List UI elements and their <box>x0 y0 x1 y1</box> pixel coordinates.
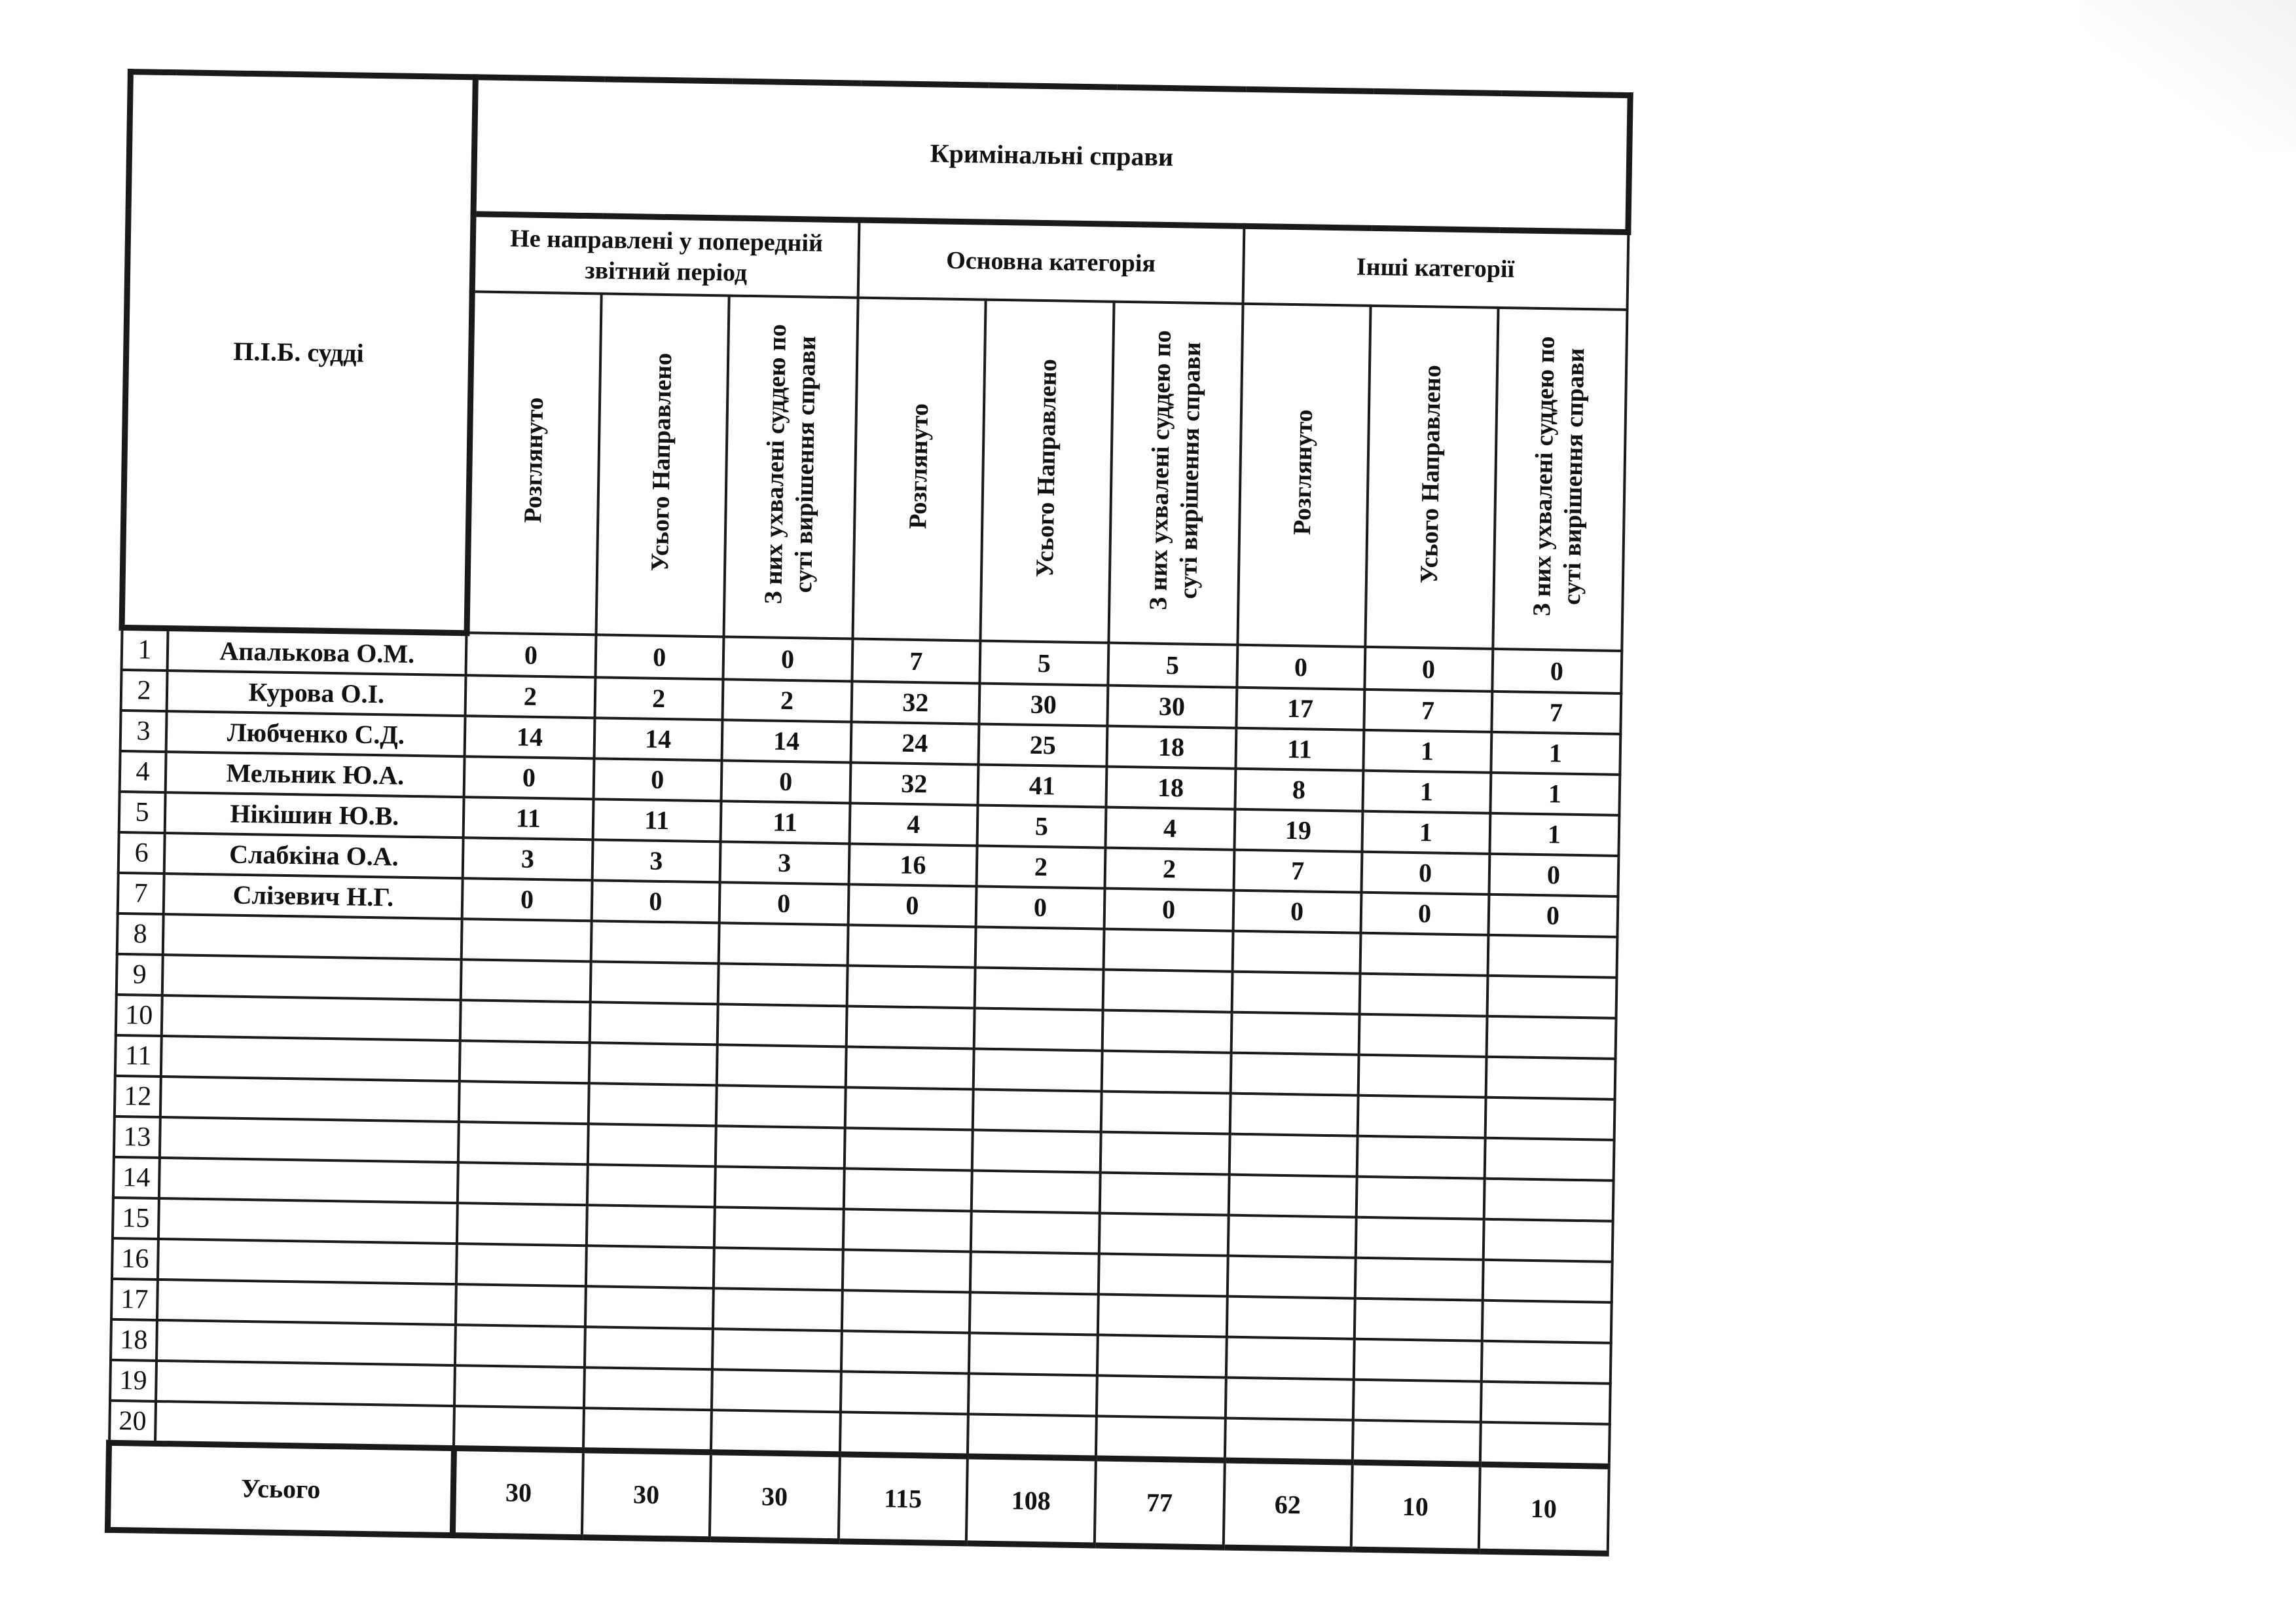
value-cell <box>970 1251 1099 1294</box>
value-cell: 30 <box>979 683 1108 726</box>
value-cell: 0 <box>1360 892 1489 934</box>
judge-name <box>163 914 462 959</box>
value-cell: 0 <box>1361 851 1489 894</box>
value-cell: 8 <box>1235 768 1363 811</box>
value-cell: 1 <box>1362 811 1490 853</box>
value-cell <box>974 1048 1102 1091</box>
value-cell <box>970 1292 1099 1335</box>
value-cell: 18 <box>1106 766 1235 809</box>
judge-name <box>161 1036 460 1081</box>
value-cell <box>1356 1176 1484 1219</box>
value-cell <box>843 1168 972 1211</box>
value-cell: 4 <box>1105 807 1235 849</box>
value-cell <box>587 1205 715 1247</box>
value-cell: 3 <box>463 838 593 880</box>
row-number: 20 <box>109 1400 156 1443</box>
value-cell <box>1487 934 1617 977</box>
value-cell: 1 <box>1363 729 1491 772</box>
value-cell <box>968 1414 1097 1458</box>
judge-name: Слізевич Н.Г. <box>164 874 463 919</box>
value-cell <box>845 1046 974 1089</box>
value-cell <box>458 1162 588 1205</box>
value-cell: 0 <box>1233 890 1361 932</box>
value-cell <box>1229 1134 1357 1176</box>
value-cell <box>456 1244 587 1286</box>
subheader-label: Розглянуто <box>1288 409 1319 536</box>
judge-name: Слабкіна О.А. <box>164 833 464 878</box>
value-cell <box>1353 1338 1482 1381</box>
value-cell <box>714 1247 843 1290</box>
value-cell <box>1481 1340 1611 1383</box>
criminal-cases-header: Кримінальні справи <box>473 77 1630 232</box>
value-cell <box>846 1006 974 1048</box>
value-cell: 30 <box>1107 685 1237 728</box>
row-number: 11 <box>115 1035 162 1076</box>
value-cell <box>589 1002 718 1044</box>
row-number: 17 <box>111 1278 158 1320</box>
row-number: 8 <box>117 913 164 954</box>
value-cell: 0 <box>591 880 720 923</box>
judge-name <box>159 1157 458 1202</box>
value-cell <box>718 923 848 965</box>
value-cell <box>1482 1300 1611 1342</box>
value-cell <box>1359 973 1487 1016</box>
judge-name <box>156 1401 455 1448</box>
value-cell <box>1097 1335 1227 1377</box>
value-cell <box>583 1408 712 1452</box>
value-cell <box>1226 1337 1354 1379</box>
value-cell <box>1484 1137 1614 1180</box>
value-cell <box>1102 969 1232 1012</box>
value-cell <box>1099 1213 1228 1255</box>
value-cell <box>841 1371 969 1414</box>
subheader-total-sent <box>1365 306 1498 649</box>
value-cell <box>457 1203 587 1246</box>
value-cell <box>1225 1377 1353 1420</box>
value-cell: 0 <box>1489 853 1618 896</box>
value-cell: 7 <box>1233 849 1362 892</box>
row-number: 13 <box>113 1116 160 1157</box>
value-cell: 18 <box>1106 726 1236 768</box>
value-cell <box>1355 1217 1484 1259</box>
value-cell <box>1230 1052 1358 1095</box>
value-cell <box>972 1170 1101 1213</box>
value-cell <box>1231 1012 1359 1054</box>
value-cell <box>454 1365 585 1408</box>
value-cell <box>842 1249 970 1292</box>
subheader-reviewed <box>467 291 602 635</box>
subheader-label: Розглянуто <box>519 397 549 523</box>
value-cell <box>974 1008 1103 1050</box>
value-cell: 14 <box>594 718 722 760</box>
judge-name <box>162 955 462 1000</box>
value-cell: 17 <box>1236 687 1364 729</box>
judge-name: Нікішин Ю.В. <box>165 792 464 838</box>
subheader-label: З них ухвалені суддею по суті вирішення справи <box>1144 329 1206 610</box>
value-cell <box>590 961 718 1004</box>
value-cell <box>1487 975 1616 1018</box>
value-cell: 41 <box>978 764 1107 807</box>
value-cell: 11 <box>1235 728 1364 770</box>
value-cell: 0 <box>462 878 592 921</box>
value-cell <box>1355 1257 1483 1300</box>
row-number: 19 <box>110 1359 157 1401</box>
value-cell: 0 <box>1492 649 1622 693</box>
total-value: 115 <box>838 1454 968 1543</box>
value-cell: 0 <box>723 637 852 681</box>
value-cell: 0 <box>848 884 976 927</box>
value-cell: 0 <box>721 760 850 803</box>
value-cell <box>1101 1091 1230 1134</box>
value-cell <box>1230 1093 1358 1135</box>
value-cell <box>844 1128 972 1170</box>
value-cell <box>1483 1219 1613 1261</box>
row-number: 14 <box>113 1156 160 1198</box>
value-cell: 0 <box>464 756 594 799</box>
value-cell: 2 <box>1104 847 1234 890</box>
scan-page-edge <box>2080 0 2296 151</box>
total-value: 108 <box>966 1456 1096 1545</box>
total-value: 30 <box>582 1450 711 1539</box>
value-cell: 0 <box>593 758 721 801</box>
value-cell <box>716 1085 845 1128</box>
value-cell: 0 <box>1104 888 1233 931</box>
value-cell <box>1103 929 1233 971</box>
value-cell <box>1485 1097 1614 1139</box>
total-value: 77 <box>1094 1458 1224 1547</box>
value-cell <box>1099 1172 1229 1215</box>
judge-name-header: П.І.Б. судді <box>122 72 475 633</box>
value-cell: 11 <box>720 801 850 843</box>
value-cell <box>718 963 847 1006</box>
row-number: 6 <box>118 832 165 873</box>
value-cell <box>1357 1095 1485 1137</box>
judge-name: Любченко С.Д. <box>166 711 465 756</box>
value-cell <box>1101 1050 1231 1093</box>
judge-name <box>160 1076 460 1121</box>
value-cell: 7 <box>1491 691 1621 733</box>
value-cell <box>975 927 1104 969</box>
value-cell <box>973 1089 1102 1132</box>
value-cell: 0 <box>719 882 848 925</box>
value-cell <box>972 1130 1101 1172</box>
value-cell: 4 <box>849 803 977 845</box>
value-cell: 2 <box>977 845 1106 888</box>
subheader-reviewed <box>852 298 986 641</box>
value-cell <box>1224 1418 1353 1462</box>
value-cell <box>454 1406 584 1450</box>
value-cell <box>1100 1132 1230 1174</box>
value-cell <box>588 1083 716 1126</box>
value-cell: 11 <box>592 799 721 841</box>
value-cell <box>462 919 592 961</box>
subheader-label: Усього Направлено <box>1415 364 1447 584</box>
judge-name: Апалькова О.М. <box>168 628 467 675</box>
value-cell <box>1480 1381 1610 1424</box>
value-cell <box>1227 1255 1355 1298</box>
value-cell <box>587 1164 716 1207</box>
judge-name <box>158 1198 458 1243</box>
value-cell: 25 <box>979 724 1108 766</box>
value-cell <box>456 1284 586 1327</box>
row-number: 12 <box>114 1075 161 1116</box>
value-cell: 5 <box>1108 643 1237 688</box>
judge-name <box>157 1279 456 1324</box>
value-cell <box>843 1209 971 1251</box>
value-cell: 5 <box>977 805 1106 847</box>
subheader-label: Розглянуто <box>903 403 934 529</box>
value-cell: 2 <box>722 679 852 722</box>
value-cell <box>1485 1056 1615 1099</box>
value-cell <box>585 1286 714 1329</box>
value-cell <box>585 1327 713 1369</box>
value-cell: 7 <box>852 638 981 683</box>
value-cell <box>1102 1010 1231 1052</box>
value-cell <box>1226 1296 1355 1338</box>
value-cell <box>971 1211 1100 1253</box>
value-cell <box>711 1410 841 1454</box>
subheader-label: З них ухвалені суддею по суті вирішення справи <box>759 323 821 604</box>
subheader-decided-on-merits <box>1108 302 1243 645</box>
row-number: 15 <box>112 1197 159 1238</box>
value-cell <box>461 959 591 1002</box>
subheader-decided-on-merits <box>723 295 858 638</box>
subheader-total-sent <box>596 293 729 637</box>
value-cell <box>584 1367 712 1410</box>
value-cell <box>460 1041 590 1083</box>
value-cell <box>455 1325 585 1367</box>
value-cell <box>716 1126 845 1168</box>
value-cell <box>1357 1135 1485 1178</box>
judge-name <box>158 1238 457 1283</box>
value-cell <box>712 1369 841 1412</box>
value-cell: 24 <box>850 722 979 764</box>
value-cell <box>840 1412 969 1456</box>
value-cell <box>1484 1178 1613 1221</box>
value-cell <box>847 925 975 967</box>
total-value: 62 <box>1223 1460 1352 1549</box>
value-cell: 1 <box>1491 731 1620 774</box>
value-cell <box>841 1331 969 1373</box>
row-number: 1 <box>121 627 168 671</box>
row-number: 16 <box>111 1238 158 1279</box>
value-cell <box>975 967 1104 1010</box>
value-cell: 14 <box>465 716 595 758</box>
value-cell <box>1354 1298 1482 1340</box>
value-cell: 7 <box>1364 689 1492 731</box>
value-cell <box>1097 1375 1226 1418</box>
value-cell: 5 <box>980 641 1109 686</box>
value-cell <box>586 1246 714 1288</box>
value-cell: 11 <box>464 797 594 840</box>
value-cell <box>1480 1422 1609 1466</box>
row-number: 18 <box>111 1319 158 1360</box>
value-cell <box>460 1000 591 1043</box>
value-cell: 1 <box>1362 770 1491 813</box>
value-cell: 0 <box>466 633 596 677</box>
value-cell <box>459 1081 589 1124</box>
value-cell <box>717 1004 847 1046</box>
value-cell <box>1358 1014 1487 1056</box>
subheader-label: Усього Направлено <box>1031 358 1063 578</box>
total-value: 30 <box>710 1452 840 1541</box>
value-cell <box>715 1166 845 1209</box>
value-cell <box>1231 971 1360 1014</box>
value-cell <box>1228 1215 1356 1257</box>
row-number: 5 <box>118 791 166 832</box>
value-cell: 32 <box>851 681 979 724</box>
criminal-cases-table <box>105 69 1633 1556</box>
value-cell <box>1232 931 1360 973</box>
value-cell: 16 <box>848 843 977 886</box>
value-cell: 3 <box>720 841 849 884</box>
total-value: 10 <box>1351 1462 1480 1551</box>
value-cell: 0 <box>595 635 723 679</box>
total-value: 10 <box>1478 1464 1609 1553</box>
value-cell <box>845 1087 973 1130</box>
value-cell <box>712 1329 842 1371</box>
value-cell <box>1352 1420 1480 1464</box>
value-cell <box>1228 1174 1357 1217</box>
value-cell <box>587 1124 716 1166</box>
value-cell <box>716 1044 846 1087</box>
value-cell <box>1358 1054 1486 1097</box>
value-cell: 32 <box>850 762 978 805</box>
value-cell <box>589 1043 717 1085</box>
value-cell: 0 <box>1237 645 1365 690</box>
value-cell <box>969 1333 1098 1375</box>
row-number: 9 <box>116 953 163 995</box>
value-cell: 0 <box>1364 647 1493 692</box>
judge-name <box>156 1320 456 1365</box>
group-header-main-category: Основна категорія <box>858 220 1244 304</box>
value-cell: 14 <box>721 720 851 762</box>
judge-name <box>162 995 461 1041</box>
row-number: 2 <box>120 669 168 710</box>
judge-name: Курова О.І. <box>167 671 466 716</box>
group-header-other-categories: Інші категорії <box>1243 226 1628 310</box>
value-cell: 19 <box>1234 809 1362 851</box>
subheader-total-sent <box>981 300 1114 643</box>
judge-name: Мельник Ю.А. <box>166 752 465 797</box>
value-cell <box>1486 1016 1616 1058</box>
value-cell: 1 <box>1489 813 1619 855</box>
row-number: 7 <box>117 872 164 913</box>
subheader-label: З них ухвалені суддею по суті вирішення справи <box>1528 335 1590 616</box>
value-cell: 0 <box>976 886 1105 929</box>
value-cell <box>841 1290 970 1333</box>
value-cell <box>1096 1416 1226 1460</box>
value-cell <box>713 1288 843 1331</box>
row-number: 10 <box>115 994 162 1035</box>
judge-name <box>156 1360 456 1405</box>
value-cell: 1 <box>1490 772 1620 815</box>
group-header-not-sent: Не направлені у попередній звітний період <box>472 214 859 298</box>
subheader-reviewed <box>1237 304 1370 647</box>
row-number: 3 <box>120 710 167 751</box>
value-cell <box>714 1207 844 1249</box>
value-cell <box>1353 1379 1481 1422</box>
value-cell <box>1098 1294 1228 1337</box>
value-cell <box>1482 1259 1612 1302</box>
value-cell <box>1360 932 1488 975</box>
total-value: 30 <box>452 1448 583 1537</box>
total-label: Усього <box>107 1443 454 1535</box>
row-number: 4 <box>119 750 166 792</box>
value-cell: 2 <box>465 675 596 718</box>
value-cell <box>591 921 719 963</box>
subheader-decided-on-merits <box>1493 308 1627 651</box>
value-cell: 2 <box>594 677 723 720</box>
value-cell <box>458 1122 589 1164</box>
value-cell: 3 <box>592 840 720 882</box>
value-cell <box>1098 1253 1228 1296</box>
subheader-label: Усього Направлено <box>646 352 678 572</box>
value-cell <box>847 965 975 1008</box>
judge-name <box>160 1116 459 1162</box>
value-cell: 0 <box>1488 894 1618 936</box>
value-cell <box>968 1373 1097 1416</box>
